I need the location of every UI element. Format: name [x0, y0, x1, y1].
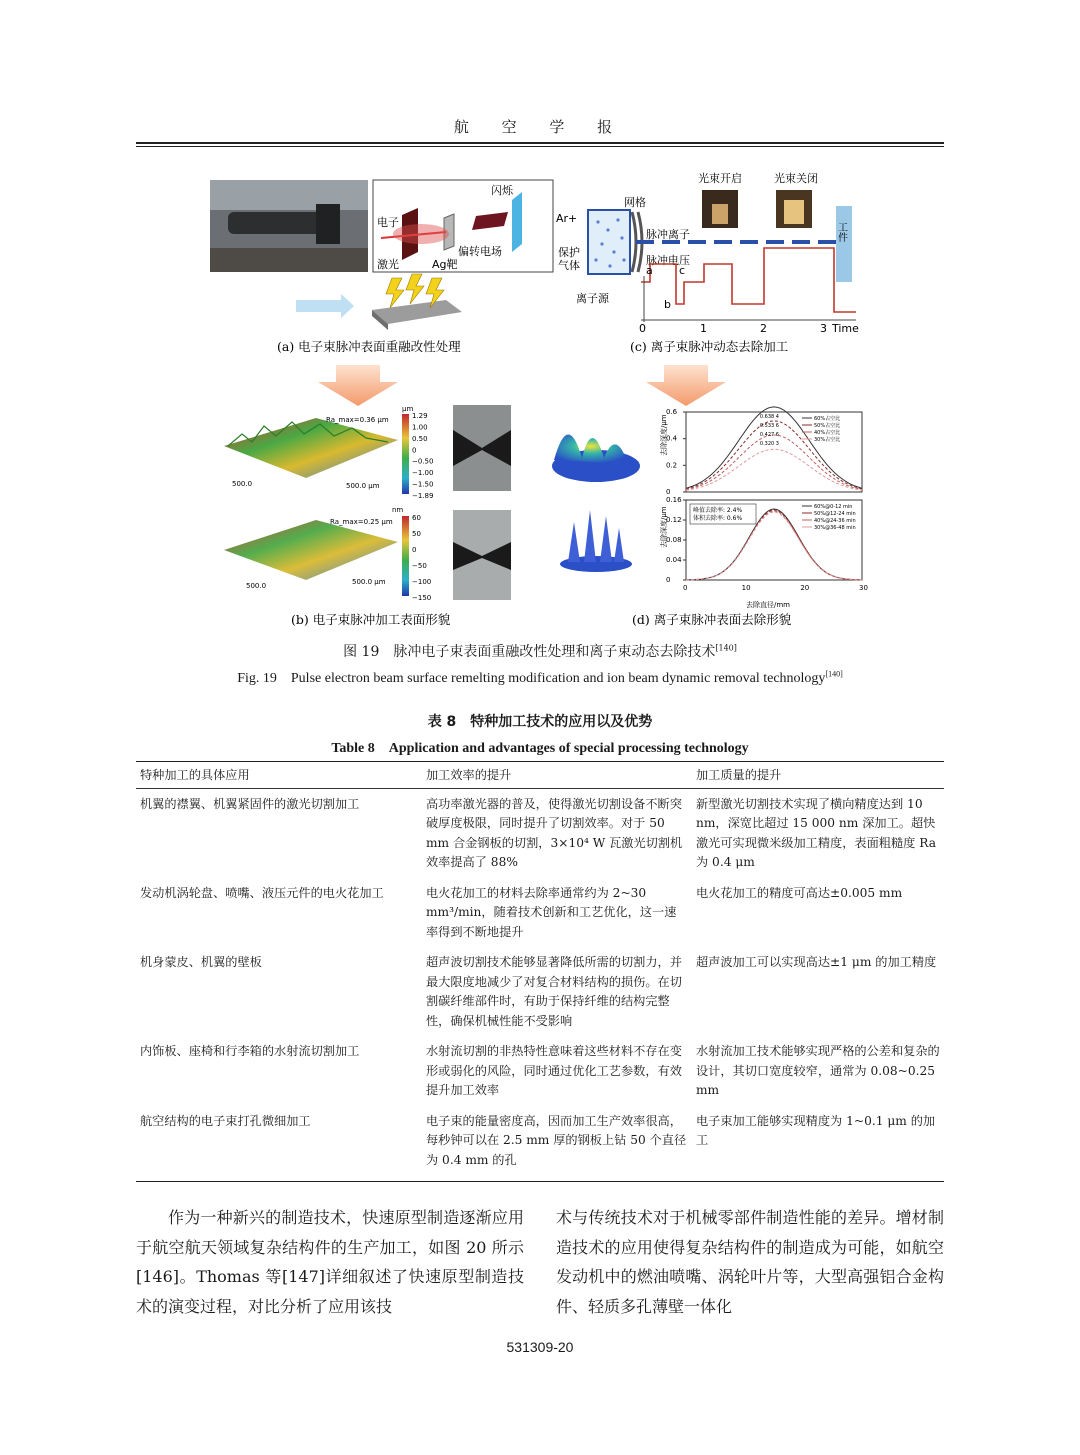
chart2-xlabel: 去除直径/mm: [746, 601, 790, 609]
figure-caption-cn: 图 19 脉冲电子束表面重融改性处理和离子束动态去除技术[140]: [343, 643, 737, 660]
colorbar-tick-label: 0.50: [412, 434, 428, 443]
colorbar-tick-label: −100: [412, 578, 432, 586]
ra-bottom: Ra_max=0.25 μm: [330, 518, 393, 526]
y-tick-label: 0.04: [666, 556, 682, 564]
workpiece: [836, 206, 852, 282]
y-tick-label: 0.12: [666, 516, 682, 524]
colorbar-tick-label: −0.50: [412, 457, 434, 466]
removal-profile-3d-top: [554, 434, 628, 464]
figure-ref-en: [140]: [825, 669, 843, 679]
label-deflect: 偏转电场: [458, 245, 502, 258]
axis-top-1: 500.0: [232, 480, 253, 488]
table-cell: 水射流加工技术能够实现严格的公差和复杂的设计，其切口宽度较窄，通常为 0.08~0.25 mm: [696, 1044, 940, 1097]
colorbar-tick-label: −150: [412, 594, 432, 602]
journal-header: 航 空 学 报: [453, 118, 627, 136]
label-laser: 激光: [377, 258, 399, 271]
table-cell: 机身蒙皮、机翼的壁板: [140, 955, 262, 969]
page-number: 531309-20: [506, 1339, 574, 1355]
axis-top-2: 500.0 μm: [346, 482, 380, 490]
panel-b: [224, 405, 511, 627]
axis-bottom-1: 500.0: [246, 582, 267, 590]
table-cell: 电子束的能量密度高，因而加工生产效率很高，每秒钟可以在 2.5 mm 厚的钢板上钻 50 个直径为 0.4 mm 的孔: [426, 1113, 687, 1167]
label-b: b: [664, 298, 671, 311]
label-ar: Ar+: [556, 212, 578, 225]
table-cell: 水射流切割的非热特性意味着这些材料不存在变形或弱化的风险，同时通过优化工艺参数，有效提升加工效率: [426, 1044, 682, 1097]
label-electron: 电子: [377, 216, 399, 229]
table-cell: 高功率激光器的普及，使得激光切割设备不断突破厚度极限，同时提升了切割效率。对于 50 mm 合金钢板的切割，3×10⁴ W 瓦激光切割机效率提高了 88%: [426, 796, 683, 869]
table-cell: 超声波加工可以实现高达±1 μm 的加工精度: [696, 955, 937, 969]
time-tick-3: 3: [820, 322, 827, 335]
label-source: 离子源: [576, 292, 609, 305]
table-bottom-rule: [136, 1181, 944, 1182]
y-tick-label: 0: [666, 576, 671, 584]
table-cell: 电火花加工的精度可高达±0.005 mm: [696, 885, 903, 900]
colorbar-bottom: [402, 516, 409, 596]
colorbar-tick-label: 1.29: [412, 412, 428, 420]
colorbar-tick-label: 0: [412, 546, 417, 554]
x-tick-label: 0: [683, 584, 688, 592]
y-tick-label: 0: [666, 488, 671, 496]
time-axis-label: Time: [832, 322, 859, 335]
surface-3d-top: [224, 418, 398, 478]
label-target: Ag靶: [432, 258, 458, 271]
table-cell: 电子束加工能够实现精度为 1~0.1 μm 的加工: [696, 1113, 936, 1147]
ra-top: Ra_max=0.36 μm: [326, 416, 389, 424]
colorbar-tick-label: −1.89: [412, 492, 434, 500]
legend-entry: 30%占空比: [814, 437, 841, 443]
peak-label: 0.427 6: [759, 432, 780, 438]
x-tick-label: 30: [859, 584, 868, 592]
y-tick-label: 0.6: [666, 408, 678, 416]
arrow-icon: [296, 294, 354, 318]
x-tick-label: 10: [741, 584, 751, 592]
y-tick-label: 0.16: [666, 496, 682, 504]
caption-d: (d) 离子束脉冲表面去除形貌: [632, 612, 792, 627]
colorbar-tick-label: −1.00: [412, 469, 434, 478]
annotation-text: 峰值去除率: 2.4%: [693, 507, 743, 514]
legend-entry: 40%占空比: [814, 430, 841, 436]
panel-c: [556, 171, 859, 354]
figure-caption-en: Fig. 19 Pulse electron beam surface remelting modification and ion beam dynamic removal technology[140]: [237, 669, 843, 686]
label-beam-off: 光束关闭: [774, 172, 818, 185]
label-beam-on: 光束开启: [698, 172, 742, 185]
peak-label: 0.533 6: [759, 423, 780, 429]
header-rule-thin: [136, 146, 944, 147]
y-tick-label: 0.4: [666, 434, 678, 443]
label-gas: 气体: [558, 259, 580, 272]
y-tick-label: 0.2: [666, 461, 678, 470]
peak-label: 0.320 3: [759, 441, 780, 447]
panel-d: [552, 407, 868, 627]
special-processing-table: [136, 761, 944, 1178]
colorbar-tick-label: 1.00: [412, 423, 428, 432]
label-workpiece: 工件: [835, 222, 847, 242]
colorbar-tick-label: 0: [412, 446, 417, 455]
label-flash: 闪烁: [491, 184, 513, 197]
figure-19: [136, 160, 944, 635]
unit-bottom: nm: [392, 506, 404, 514]
colorbar-top: [402, 414, 409, 494]
legend-entry: 50%@12-24 min: [814, 511, 856, 517]
legend-entry: 30%@36-48 min: [814, 525, 856, 531]
label-pulse-ion: 脉冲离子: [646, 228, 690, 241]
annotation-text: 体积去除率: 0.6%: [693, 515, 743, 522]
body-text-right: 术与传统技术对于机械零部件制造性能的差异。增材制造技术的应用使得复杂结构件的制造成为可能，如航空发动机中的燃油喷嘴、涡轮叶片等，大型高强铝合金构件、轻质多孔薄壁一体化: [556, 1208, 944, 1316]
time-tick-2: 2: [760, 322, 767, 335]
table-row: [136, 950, 944, 1039]
panel-a: [210, 180, 553, 354]
table-cell: 电火花加工的材料去除率通常约为 2~30 mm³/min，随着技术创新和工艺优化，这一速率得到不断地提升: [426, 885, 677, 939]
surface-3d-bottom: [224, 520, 398, 580]
table-row: [136, 1109, 944, 1179]
down-arrow-icon: [646, 365, 726, 406]
legend-entry: 60%@0-12 min: [814, 504, 853, 510]
unit-top: μm: [402, 405, 414, 413]
table-header-row: [136, 761, 944, 788]
header-rule: [136, 142, 944, 144]
table-row: [136, 881, 944, 951]
table-row: [136, 788, 944, 881]
time-tick-0: 0: [639, 322, 646, 335]
label-a: a: [646, 264, 653, 277]
label-grid: 网格: [624, 196, 646, 209]
label-shield: 保护: [558, 246, 580, 259]
col-header: 特种加工的具体应用: [136, 761, 422, 788]
caption-c: (c) 离子束脉冲动态去除加工: [630, 339, 789, 354]
col-header: 加工质量的提升: [692, 761, 944, 788]
colorbar-tick-label: −1.50: [412, 480, 434, 489]
time-tick-1: 1: [700, 322, 707, 335]
colorbar-tick-label: 50: [412, 530, 421, 538]
label-c: c: [679, 264, 686, 277]
table-row: [136, 1039, 944, 1109]
down-arrow-icon: [318, 365, 398, 406]
label-pulse-volt: 脉冲电压: [646, 254, 690, 267]
peak-label: 0.638 4: [759, 414, 780, 420]
col-header: 加工效率的提升: [422, 761, 692, 788]
figure-ref: [140]: [715, 643, 737, 653]
legend-entry: 40%@24-36 min: [814, 518, 856, 524]
body-text-left: 作为一种新兴的制造技术，快速原型制造逐渐应用于航空航天领域复杂结构件的生产加工，如图 20 所示[146]。Thomas 等[147]详细叙述了快速原型制造技术的演变过程，对比分析了应用该技: [136, 1208, 524, 1316]
legend-entry: 50%占空比: [814, 423, 841, 429]
table-caption-en: Table 8 Application and advantages of special processing technology: [331, 741, 749, 756]
table-cell: 机翼的襟翼、机翼紧固件的激光切割加工: [140, 796, 360, 811]
ion-source-chamber: [588, 210, 630, 274]
x-tick-label: 20: [800, 584, 810, 592]
table-cell: 内饰板、座椅和行李箱的水射流切割加工: [140, 1044, 360, 1058]
chart2-ylabel: 去除深度/μm: [660, 506, 668, 548]
colorbar-tick-label: −50: [412, 562, 427, 570]
chart1-ylabel: 去除深度/μm: [660, 414, 668, 456]
y-tick-label: 0.08: [666, 536, 682, 544]
removal-profile-3d-bottom: [568, 510, 624, 562]
table-cell: 新型激光切割技术实现了横向精度达到 10 nm，深宽比超过 15 000 nm 深加工。超快激光可实现微米级加工精度，表面粗糙度 Ra 为 0.4 μm: [696, 796, 936, 869]
table-cell: 航空结构的电子束打孔微细加工: [140, 1113, 311, 1128]
table-cell: 发动机涡轮盘、喷嘴、液压元件的电火花加工: [140, 885, 384, 900]
axis-bottom-2: 500.0 μm: [352, 578, 386, 586]
legend-entry: 60%占空比: [814, 416, 841, 422]
caption-b: (b) 电子束脉冲加工表面形貌: [291, 612, 451, 627]
colorbar-tick-label: 60: [412, 514, 421, 522]
caption-a: (a) 电子束脉冲表面重融改性处理: [277, 339, 461, 354]
table-cell: 超声波切割技术能够显著降低所需的切割力，并最大限度地减少了对复合材料结构的损伤。在切割碳纤维部件时，有助于保持纤维的结构完整性，确保机械性能不受影响: [426, 955, 682, 1028]
table-caption-cn: 表 8 特种加工技术的应用以及优势: [427, 714, 653, 730]
